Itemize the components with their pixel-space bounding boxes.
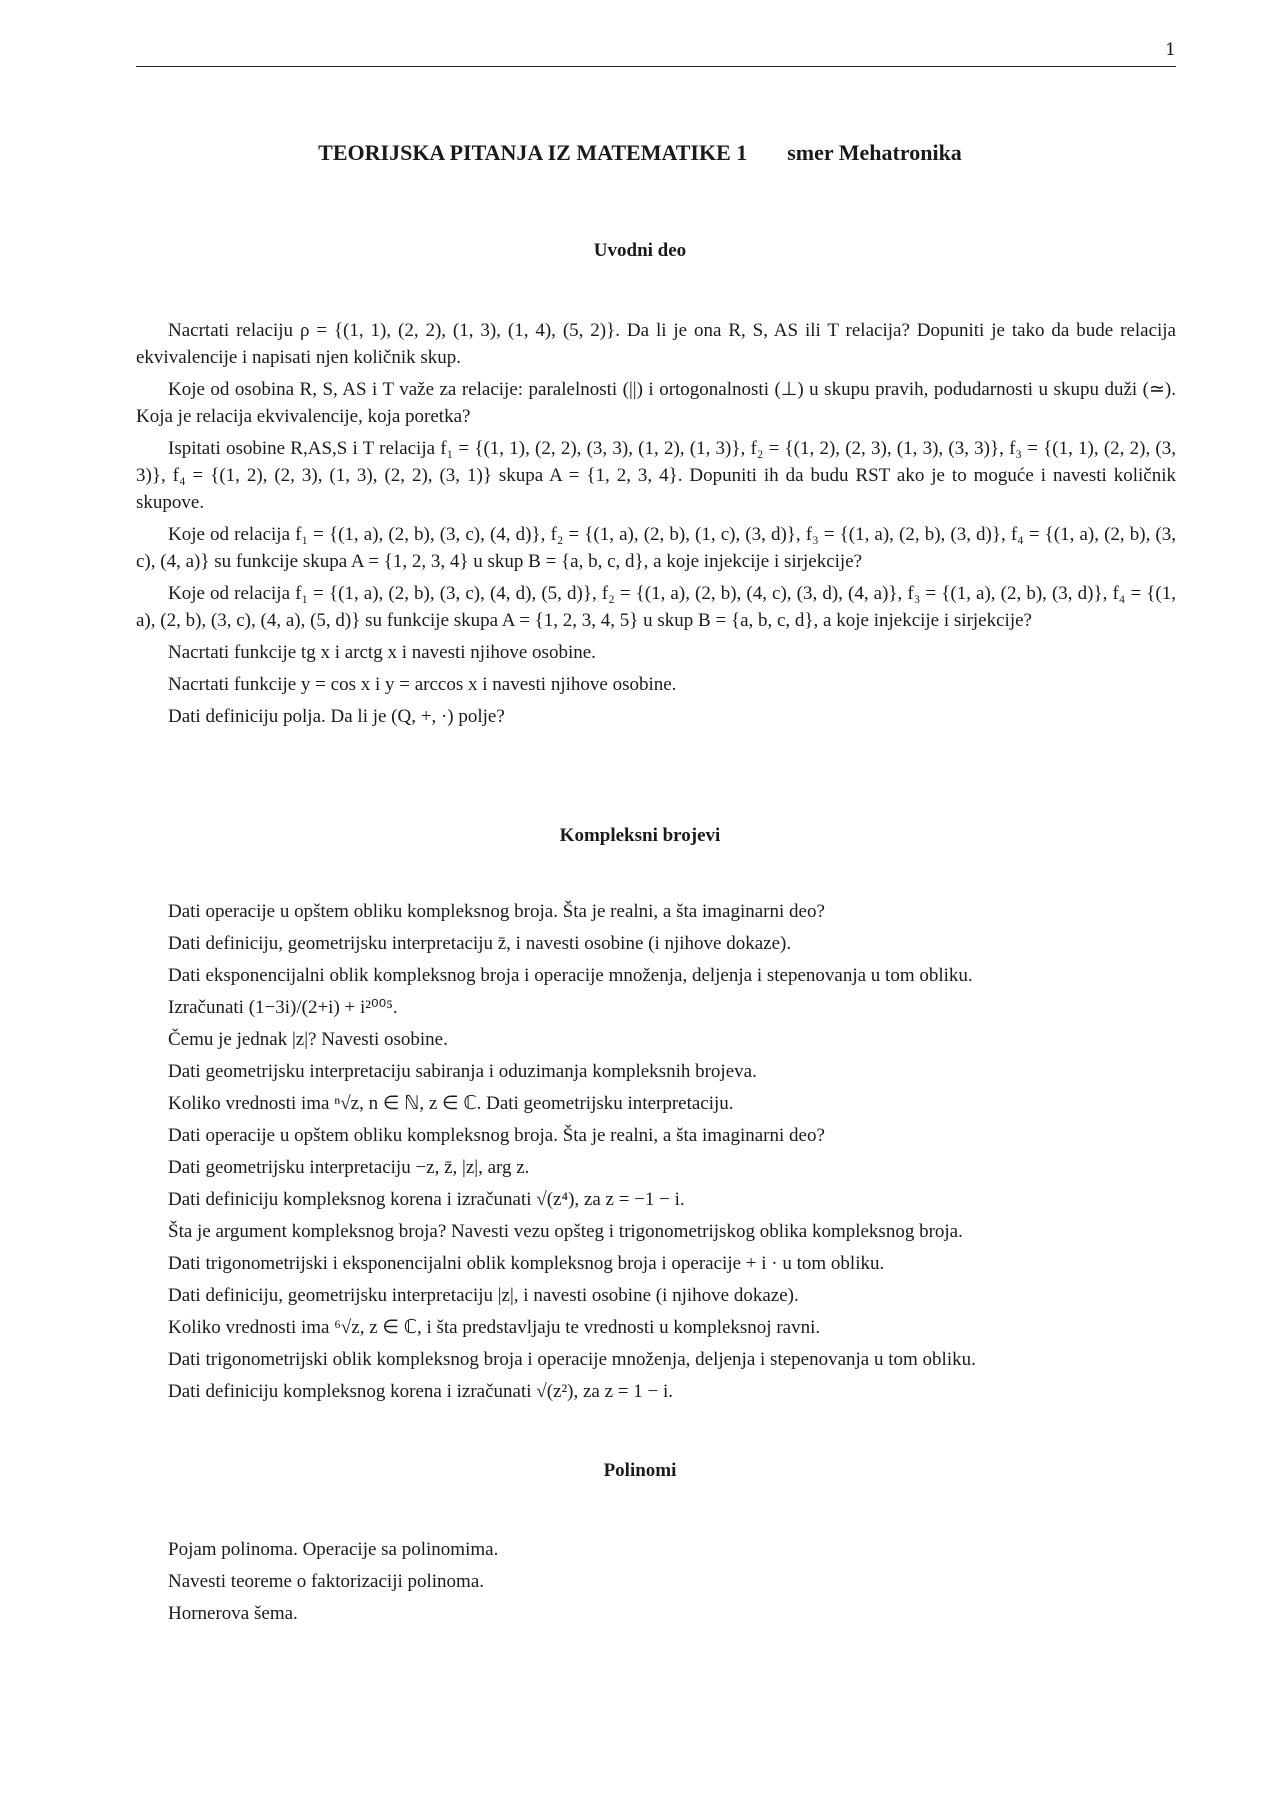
- question-item: Koliko vrednosti ima ⁿ√z, n ∈ ℕ, z ∈ ℂ. Dati geometrijsku interpretaciju.: [168, 1093, 734, 1114]
- section-polinomi: [136, 1536, 1176, 1632]
- question-item: Izračunati (1−3i)/(2+i) + i²⁰⁰⁵.: [168, 997, 398, 1018]
- question-item: Nacrtati funkcije y = cos x i y = arccos x i navesti njihove osobine.: [168, 674, 677, 695]
- question-item: Dati operacije u opštem obliku kompleksnog broja. Šta je realni, a šta imaginarni deo?: [168, 901, 825, 922]
- question-item: Dati definiciju, geometrijsku interpretaciju z̄, i navesti osobine (i njihove dokaze).: [168, 933, 792, 954]
- section-uvodni-deo: [136, 317, 1176, 735]
- document-title: [0, 140, 1280, 166]
- question-item: Šta je argument kompleksnog broja? Navesti vezu opšteg i trigonometrijskog oblika kompleksnog broja.: [168, 1221, 963, 1242]
- section-kompleksni-brojevi: [136, 898, 1176, 1410]
- question-item: Dati geometrijsku interpretaciju −z, z̄, |z|, arg z.: [168, 1157, 530, 1178]
- question-item: Dati definiciju, geometrijsku interpretaciju |z|, i navesti osobine (i njihove dokaze).: [168, 1285, 799, 1306]
- question-item: Koje od relacija f₁ = {(1, a), (2, b), (3, c), (4, d), (5, d)}, f₂ = {(1, a), (2, b), (4, c), (3, d), (4, a)}, f₃ = {(1, a), (2, b), (3, d)}, f₄ = {(1, a), (2, b), (3, c), (4, a), (5, d)} su funkcije skupa A = {1, 2, 3, 4, 5} u skup B = {a, b, c, d}, a koje injekcije i sirjekcije?: [136, 583, 1176, 631]
- page-header: [136, 38, 1176, 67]
- title-main: TEORIJSKA PITANJA IZ MATEMATIKE 1: [318, 140, 748, 165]
- title-subtitle: smer Mehatronika: [787, 140, 962, 165]
- question-item: Koliko vrednosti ima ⁶√z, z ∈ ℂ, i šta predstavljaju te vrednosti u kompleksnoj ravni.: [168, 1317, 821, 1338]
- question-item: Dati trigonometrijski oblik kompleksnog broja i operacije množenja, deljenja i stepenovanja u tom obliku.: [168, 1349, 976, 1370]
- section-heading-polinomi: Polinomi: [603, 1460, 677, 1481]
- question-item: Dati definiciju kompleksnog korena i izračunati √(z²), za z = 1 − i.: [168, 1381, 673, 1402]
- question-item: Dati definiciju polja. Da li je (Q, +, ·) polje?: [168, 706, 505, 727]
- question-item: Nacrtati funkcije tg x i arctg x i navesti njihove osobine.: [168, 642, 596, 663]
- question-item: Koje od relacija f₁ = {(1, a), (2, b), (3, c), (4, d)}, f₂ = {(1, a), (2, b), (1, c), (3, d)}, f₃ = {(1, a), (2, b), (3, d)}, f₄ = {(1, a), (2, b), (3, c), (4, a)} su funkcije skupa A = {1, 2, 3, 4} u skup B = {a, b, c, d}, a koje injekcije i sirjekcije?: [136, 524, 1176, 572]
- question-item: Pojam polinoma. Operacije sa polinomima.: [168, 1539, 499, 1560]
- question-item: Dati operacije u opštem obliku kompleksnog broja. Šta je realni, a šta imaginarni deo?: [168, 1125, 825, 1146]
- page-number: 1: [1165, 40, 1176, 60]
- question-item: Dati definiciju kompleksnog korena i izračunati √(z⁴), za z = −1 − i.: [168, 1189, 685, 1210]
- question-item: Dati trigonometrijski i eksponencijalni oblik kompleksnog broja i operacije + i · u tom obliku.: [168, 1253, 885, 1274]
- question-item: Nacrtati relaciju ρ = {(1, 1), (2, 2), (1, 3), (1, 4), (5, 2)}. Da li je ona R, S, AS ili T relacija? Dopuniti je tako da bude relacija ekvivalencije i napisati njen količnik skup.: [136, 320, 1176, 368]
- question-item: Čemu je jednak |z|? Navesti osobine.: [168, 1029, 448, 1050]
- question-item: Dati eksponencijalni oblik kompleksnog broja i operacije množenja, deljenja i stepenovanja u tom obliku.: [168, 965, 973, 986]
- question-item: Ispitati osobine R,AS,S i T relacija f₁ = {(1, 1), (2, 2), (3, 3), (1, 2), (1, 3)}, f₂ = {(1, 2), (2, 3), (1, 3), (3, 3)}, f₃ = {(1, 1), (2, 2), (3, 3)}, f₄ = {(1, 2), (2, 3), (1, 3), (2, 2), (3, 1)} skupa A = {1, 2, 3, 4}. Dopuniti ih da budu RST ako je to moguće i navesti količnik skupove.: [136, 438, 1176, 513]
- question-item: Dati geometrijsku interpretaciju sabiranja i oduzimanja kompleksnih brojeva.: [168, 1061, 757, 1082]
- section-heading-kompleksni-brojevi: Kompleksni brojevi: [559, 825, 721, 846]
- section-heading-uvodni-deo: Uvodni deo: [593, 240, 687, 261]
- question-item: Koje od osobina R, S, AS i T važe za relacije: paralelnosti (||) i ortogonalnosti (⊥) u skupu pravih, podudarnosti u skupu duži (≃). Koja je relacija ekvivalencije, koja poretka?: [136, 379, 1176, 427]
- question-item: Navesti teoreme o faktorizaciji polinoma.: [168, 1571, 485, 1592]
- question-item: Hornerova šema.: [168, 1603, 298, 1624]
